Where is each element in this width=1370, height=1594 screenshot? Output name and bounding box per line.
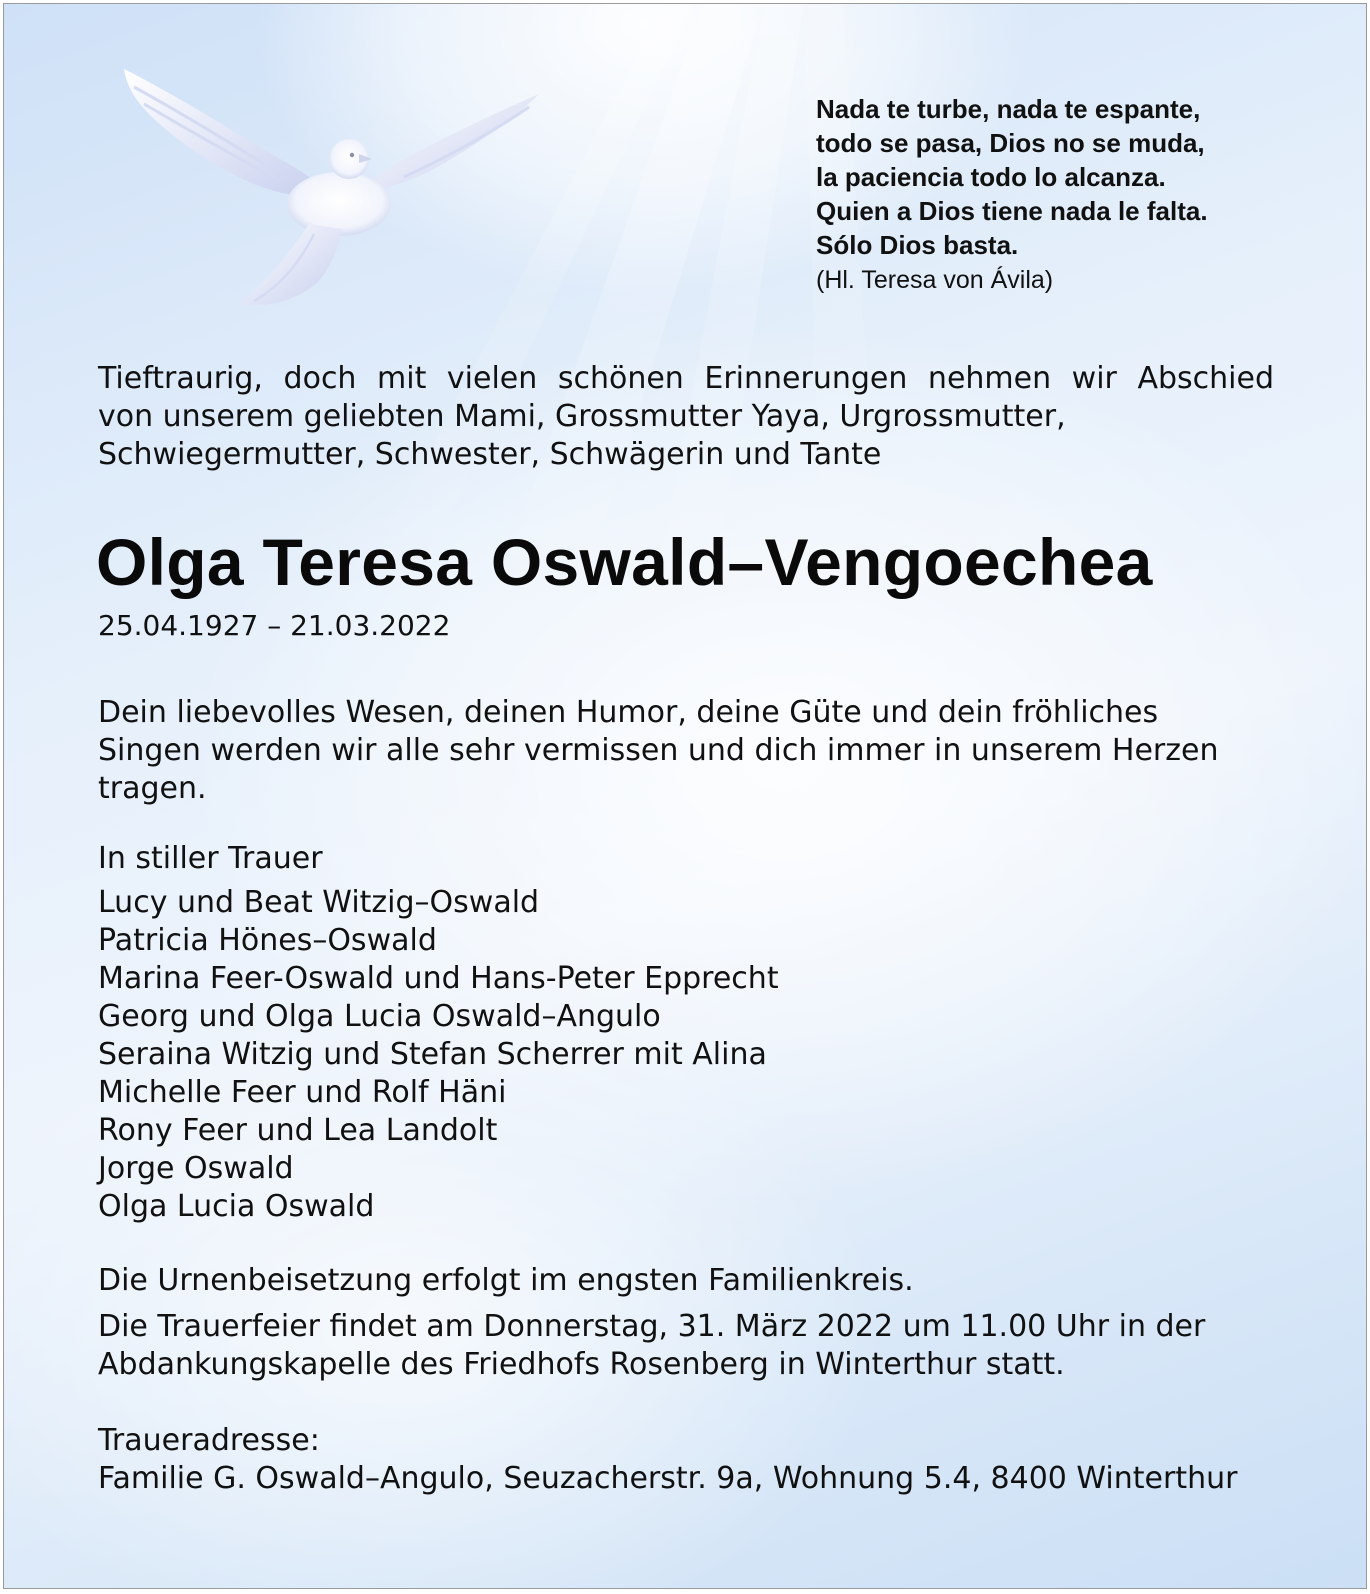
mourning-heading: In stiller Trauer <box>98 841 323 876</box>
message-line: Singen werden wir alle sehr vermissen und dich immer in unserem Herzen <box>98 733 1219 768</box>
quote-block <box>816 92 1336 262</box>
life-dates: 25.04.1927 – 21.03.2022 <box>98 609 451 642</box>
address-label: Traueradresse: <box>98 1423 320 1458</box>
farewell-message <box>98 694 1219 808</box>
mourner-name: Marina Feer-Oswald und Hans-Peter Epprecht <box>98 961 779 996</box>
deceased-name: Olga Teresa Oswald–Vengoechea <box>96 525 1153 599</box>
quote-line: la paciencia todo lo alcanza. <box>816 162 1166 192</box>
mourners-list <box>98 884 779 1226</box>
ceremony-line: Die Trauerfeier findet am Donnerstag, 31. März 2022 um 11.00 Uhr in der <box>98 1309 1206 1344</box>
mourner-name: Patricia Hönes–Oswald <box>98 923 437 958</box>
ceremony-notice <box>98 1308 1205 1384</box>
mourner-name: Rony Feer und Lea Landolt <box>98 1113 498 1148</box>
mourning-address <box>98 1422 1237 1498</box>
mourner-name: Jorge Oswald <box>98 1151 294 1186</box>
mourner-name: Olga Lucia Oswald <box>98 1189 375 1224</box>
mourner-name: Seraina Witzig und Stefan Scherrer mit Alina <box>98 1037 767 1072</box>
quote-line: todo se pasa, Dios no se muda, <box>816 128 1205 158</box>
address-value: Familie G. Oswald–Angulo, Seuzacherstr. 9a, Wohnung 5.4, 8400 Winterthur <box>98 1461 1238 1496</box>
quote-line: Nada te turbe, nada te espante, <box>816 94 1201 124</box>
burial-notice: Die Urnenbeisetzung erfolgt im engsten Familienkreis. <box>98 1263 914 1298</box>
intro-line: Tieftraurig, doch mit vielen schönen Erinnerungen nehmen wir Abschied <box>98 361 1274 396</box>
ceremony-line: Abdankungskapelle des Friedhofs Rosenberg in Winterthur statt. <box>98 1347 1065 1382</box>
message-line: tragen. <box>98 771 207 806</box>
mourner-name: Michelle Feer und Rolf Häni <box>98 1075 507 1110</box>
quote-line: Quien a Dios tiene nada le falta. <box>816 196 1208 226</box>
mourner-name: Lucy und Beat Witzig–Oswald <box>98 885 540 920</box>
quote-line: Sólo Dios basta. <box>816 230 1019 260</box>
quote-source: (Hl. Teresa von Ávila) <box>816 266 1054 294</box>
dove-icon <box>104 59 554 319</box>
intro-line: Schwiegermutter, Schwester, Schwägerin und Tante <box>98 437 882 472</box>
mourner-name: Georg und Olga Lucia Oswald–Angulo <box>98 999 661 1034</box>
message-line: Dein liebevolles Wesen, deinen Humor, deine Güte und dein fröhliches <box>98 695 1159 730</box>
intro-text <box>98 360 1274 474</box>
intro-line: von unserem geliebten Mami, Grossmutter Yaya, Urgrossmutter, <box>98 399 1066 434</box>
obituary-notice <box>3 3 1367 1589</box>
